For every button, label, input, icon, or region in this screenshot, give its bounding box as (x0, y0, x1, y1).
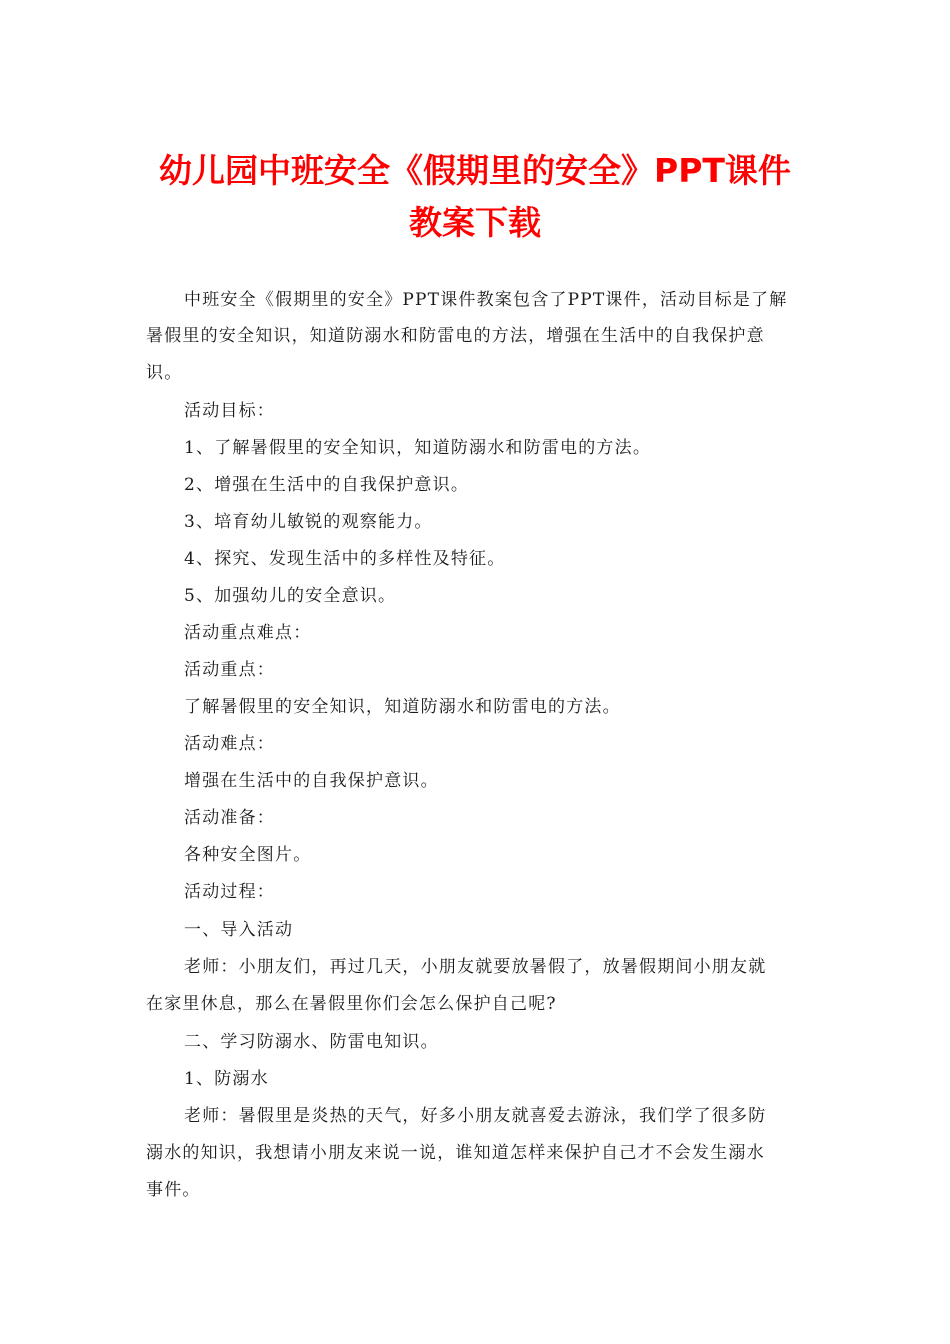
goal-item-2: 2、增强在生活中的自我保护意识。 (184, 475, 470, 495)
step2-sub1-line-3: 事件。 (146, 1180, 201, 1200)
prep-heading: 活动准备： (184, 808, 275, 828)
step1-text-line-1: 老师：小朋友们，再过几天，小朋友就要放暑假了，放暑假期间小朋友就 (184, 957, 767, 977)
goals-heading: 活动目标： (184, 401, 275, 421)
step2-sub1-line-2: 溺水的知识，我想请小朋友来说一说，谁知道怎样来保护自己才不会发生溺水 (146, 1143, 765, 1163)
key-heading: 活动重点： (184, 660, 275, 680)
document-title-line-2: 教案下载 (409, 203, 541, 242)
document-title-line-1: 幼儿园中班安全《假期里的安全》PPT课件 (159, 151, 791, 190)
key-difficult-heading: 活动重点难点： (184, 623, 312, 643)
intro-line-2: 暑假里的安全知识，知道防溺水和防雷电的方法，增强在生活中的自我保护意 (146, 326, 765, 346)
step2-sub1-line-1: 老师：暑假里是炎热的天气，好多小朋友就喜爱去游泳，我们学了很多防 (184, 1106, 767, 1126)
intro-line-1: 中班安全《假期里的安全》PPT课件教案包含了PPT课件，活动目标是了解 (184, 290, 788, 310)
difficult-text: 增强在生活中的自我保护意识。 (184, 771, 439, 791)
process-heading: 活动过程： (184, 882, 275, 902)
step2-sub1-heading: 1、防溺水 (184, 1069, 269, 1089)
intro-line-3: 识。 (146, 363, 183, 383)
key-text: 了解暑假里的安全知识，知道防溺水和防雷电的方法。 (184, 697, 621, 717)
goal-item-3: 3、培育幼儿敏锐的观察能力。 (184, 512, 433, 532)
goal-item-1: 1、了解暑假里的安全知识，知道防溺水和防雷电的方法。 (184, 438, 652, 458)
prep-text: 各种安全图片。 (184, 845, 312, 865)
step1-heading: 一、导入活动 (184, 920, 294, 940)
goal-item-4: 4、探究、发现生活中的多样性及特征。 (184, 549, 506, 569)
step2-heading: 二、学习防溺水、防雷电知识。 (184, 1032, 439, 1052)
goal-item-5: 5、加强幼儿的安全意识。 (184, 586, 397, 606)
step1-text-line-2: 在家里休息，那么在暑假里你们会怎么保护自己呢? (146, 994, 557, 1014)
difficult-heading: 活动难点： (184, 734, 275, 754)
